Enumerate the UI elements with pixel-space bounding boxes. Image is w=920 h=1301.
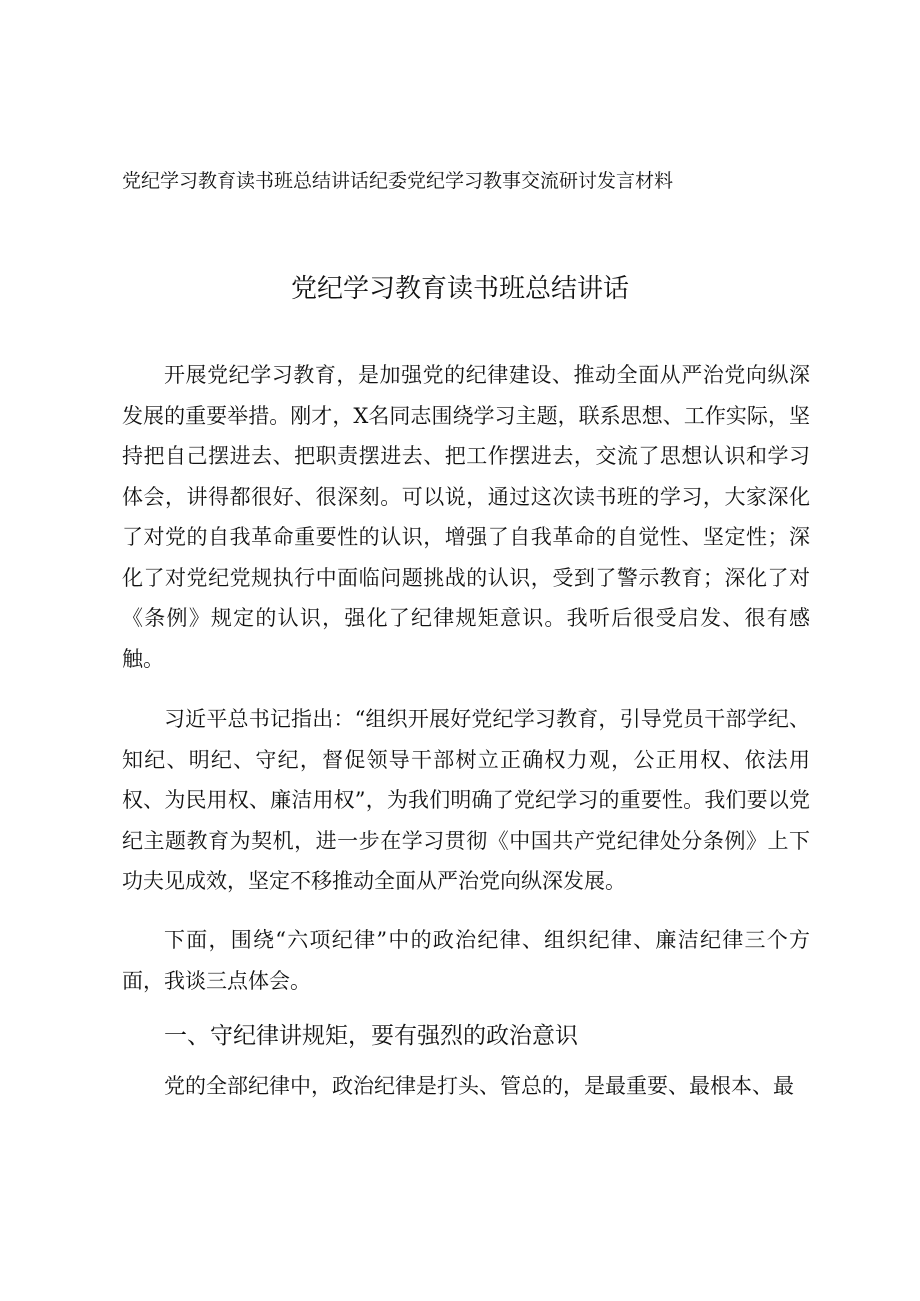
paragraph-outline: 下面，围绕“六项纪律”中的政治纪律、组织纪律、廉洁纪律三个方面，我谈三点体会。 [122, 928, 810, 993]
paragraph-intro: 开展党纪学习教育，是加强党的纪律建设、推动全面从严治党向纵深发展的重要举措。刚才，X名同志围绕学习主题，联系思想、工作实际，坚持把自己摆进去、把职责摆进去、把工作摆进去，交流了思想认识和学习体会，讲得都很好、很深刻。可以说，通过这次读书班的学习，大家深化了对党的自我革命重要性的认识，增强了自我革命的自觉性、坚定性；深化了对党纪党规执行中面临问题挑战的认识，受到了警示教育；深化了对《条例》规定的认识，强化了纪律规矩意识。我听后很受启发、很有感触。 [122, 363, 810, 671]
page-title: 党纪学习教育读书班总结讲话 [290, 274, 629, 304]
section-heading-1: 一、守纪律讲规矩，要有强烈的政治意识 [164, 1023, 578, 1049]
paragraph-quote: 习近平总书记指出：“组织开展好党纪学习教育，引导党员干部学纪、知纪、明纪、守纪，督促领导干部树立正确权力观，公正用权、依法用权、为民用权、廉洁用权”，为我们明确了党纪学习的重要性。我们要以党纪主题教育为契机，进一步在学习贯彻《中国共产党纪律处分条例》上下功夫见成效，坚定不移推动全面从严治党向纵深发展。 [122, 707, 810, 893]
paragraph-section-1: 党的全部纪律中，政治纪律是打头、管总的，是最重要、最根本、最 [164, 1074, 794, 1098]
document-caption: 党纪学习教育读书班总结讲话纪委党纪学习教事交流研讨发言材料 [122, 170, 674, 192]
